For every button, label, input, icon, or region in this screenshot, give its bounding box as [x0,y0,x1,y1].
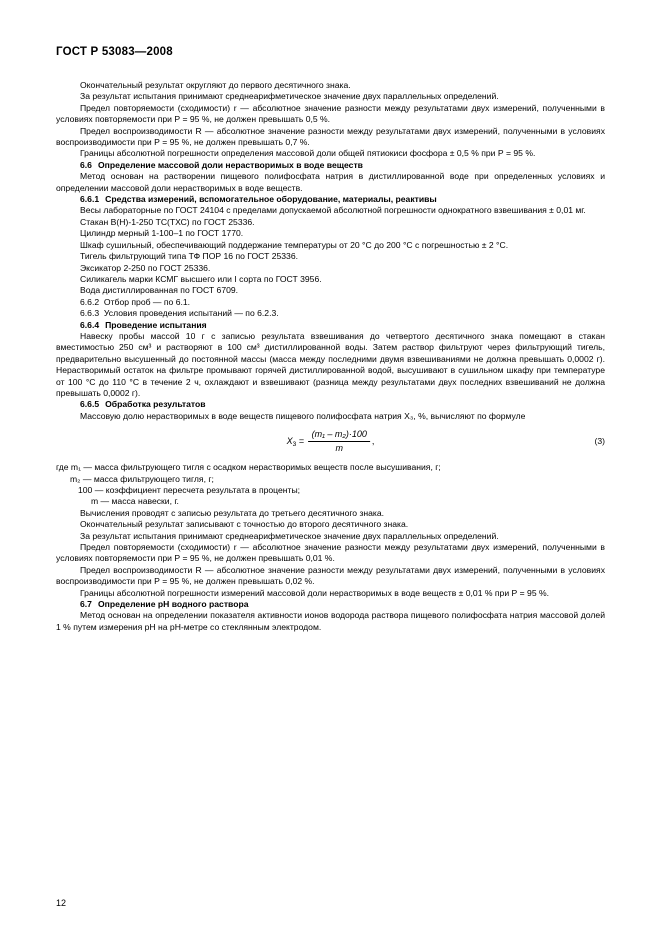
variable-definition: m — масса навески, г. [91,496,179,507]
clause-6-6-2 [56,297,605,308]
section-title: Обработка результатов [105,399,206,410]
paragraph: Границы абсолютной погрешности определения массовой доли общей пятиокиси фосфора ± 0,5 % при Р = 95 %. [80,148,536,159]
paragraph: Вода дистиллированная по ГОСТ 6709. [80,285,239,296]
formula-numerator: (m₁ – m₂)·100 [309,429,370,442]
paragraph: Предел воспроизводимости R — абсолютное значение разности между результатами двух измерений, полученными в условиях воспроизводимости при Р = 95 %, не должен превышать 0,7 %. [56,125,605,148]
formula-number: (3) [594,436,605,447]
paragraph: Предел воспроизводимости R — абсолютное значение разности между результатами двух измерений, полученными в условиях воспроизводимости при Р = 95 %, не должен превышать 0,02 %. [56,564,605,587]
clause-number: 6.6.2 [80,296,100,307]
section-title: Средства измерений, вспомогательное оборудование, материалы, реактивы [105,194,437,205]
paragraph: Окончательный результат записывают с точностью до второго десятичного знака. [80,519,409,530]
formula-lhs: X [286,436,293,447]
section-number: 6.6.1 [80,194,100,205]
clause-6-6-3 [56,308,605,319]
formula-expression [287,429,375,454]
paragraph: Вычисления проводят с записью результата до третьего десятичного знака. [80,507,385,518]
variable-definition: 100 — коэффициент пересчета результата в проценты; [78,485,301,495]
paragraph: За результат испытания принимают среднеарифметическое значение двух параллельных определений. [80,91,499,102]
section-heading-6-6-5 [56,399,605,410]
formula-lhs-subscript: 3 [292,441,297,449]
paragraph: Метод основан на растворении пищевого полифосфата натрия в дистиллированной воде при определенных условиях и определении массовой доли нерастворимых в воде веществ. [56,171,605,193]
paragraph: Шкаф сушильный, обеспечивающий поддержание температуры от 20 °С до 200 °С с погрешностью ± 2 °С. [80,239,509,250]
formula-equals: = [298,436,305,447]
section-title: Определение рН водного раствора [97,599,249,610]
paragraph: Метод основан на определении показателя активности ионов водорода раствора пищевого полифосфата натрия массовой долей 1 % путем измерения рН на рН-метре со стеклянным электродом. [56,610,605,632]
section-title: Проведение испытания [105,319,207,330]
formula-trailer: , [371,436,375,447]
page-number: 12 [56,898,67,908]
clause-text: Условия проведения испытаний — по 6.2.3. [103,308,279,319]
paragraph: Эксикатор 2-250 по ГОСТ 25336. [80,262,211,273]
section-number: 6.6.4 [80,319,100,330]
section-heading-6-6 [56,160,605,171]
section-number: 6.7 [80,599,92,610]
section-number: 6.6.5 [80,399,100,410]
formula-variable-list [56,462,605,508]
paragraph: Весы лабораторные по ГОСТ 24104 с пределами допускаемой абсолютной погрешности однократного взвешивания ± 0,01 мг. [80,205,586,216]
formula-denominator: m [335,443,343,454]
paragraph: За результат испытания принимают среднеарифметическое значение двух параллельных определений. [80,530,499,541]
paragraph: Окончательный результат округляют до первого десятичного знака. [80,80,351,90]
clause-text: Отбор проб — по 6.1. [103,296,191,307]
paragraph: Стакан В(Н)-1-250 ТС(ТХС) по ГОСТ 25336. [80,216,255,227]
clause-number: 6.6.3 [80,308,100,319]
section-title: Определение массовой доли нерастворимых в воде веществ [97,159,363,170]
section-heading-6-6-1 [56,194,605,205]
paragraph: Предел повторяемости (сходимости) r — абсолютное значение разности между результатами двух измерений, полученными в условиях повторяемости при Р = 95 %, не должен превышать 0,01 %. [56,542,605,564]
formula-3 [56,429,605,455]
paragraph: Силикагель марки КСМГ высшего или I сорта по ГОСТ 3956. [80,273,322,284]
paragraph: Цилиндр мерный 1-100–1 по ГОСТ 1770. [80,228,244,239]
variable-definition: m₂ — масса фильтрующего тигля, г; [70,473,214,484]
document-body [56,80,605,633]
standard-header: ГОСТ Р 53083—2008 [56,46,173,58]
formula-fraction [309,429,370,454]
section-heading-6-7 [56,599,605,610]
paragraph: Границы абсолютной погрешности измерений массовой доли нерастворимых в воде веществ ± 0,01 % при Р = 95 %. [80,587,550,598]
paragraph: Предел повторяемости (сходимости) r — абсолютное значение разности между результатами двух измерений, полученными в условиях повторяемости при Р = 95 %, не должен превышать 0,5 %. [56,102,605,125]
paragraph: Навеску пробы массой 10 г с записью результата взвешивания до четвертого десятичного знака помещают в стакан вместимостью 250 см³ и растворяют в 100 см³ дистиллированной воды. Затем раствор фильтруют через фильтрующий тигель, предварительно высушенный до постоянной массы (масса между последними двумя взвешиваниями не должна превышать 0,0002 г). Нерастворимый остаток на фильтре промывают горячей дистиллированной водой, высушивают в сушильном шкафу при температуре от 100 °С до 110 °С в течение 2 ч, охлаждают и взвешивают (разница между результатами двух последних взвешиваний не должна превышать 0,0002 г). [56,330,605,398]
section-number: 6.6 [80,159,92,170]
variable-definition: где m₁ — масса фильтрующего тигля с осадком нерастворимых веществ после высушивания, г; [56,462,441,473]
section-heading-6-6-4 [56,320,605,331]
paragraph: Тигель фильтрующий типа ТФ ПОР 16 по ГОСТ 25336. [80,251,298,262]
paragraph: Массовую долю нерастворимых в воде веществ пищевого полифосфата натрия X₃, %, вычисляют по формуле [80,410,526,421]
